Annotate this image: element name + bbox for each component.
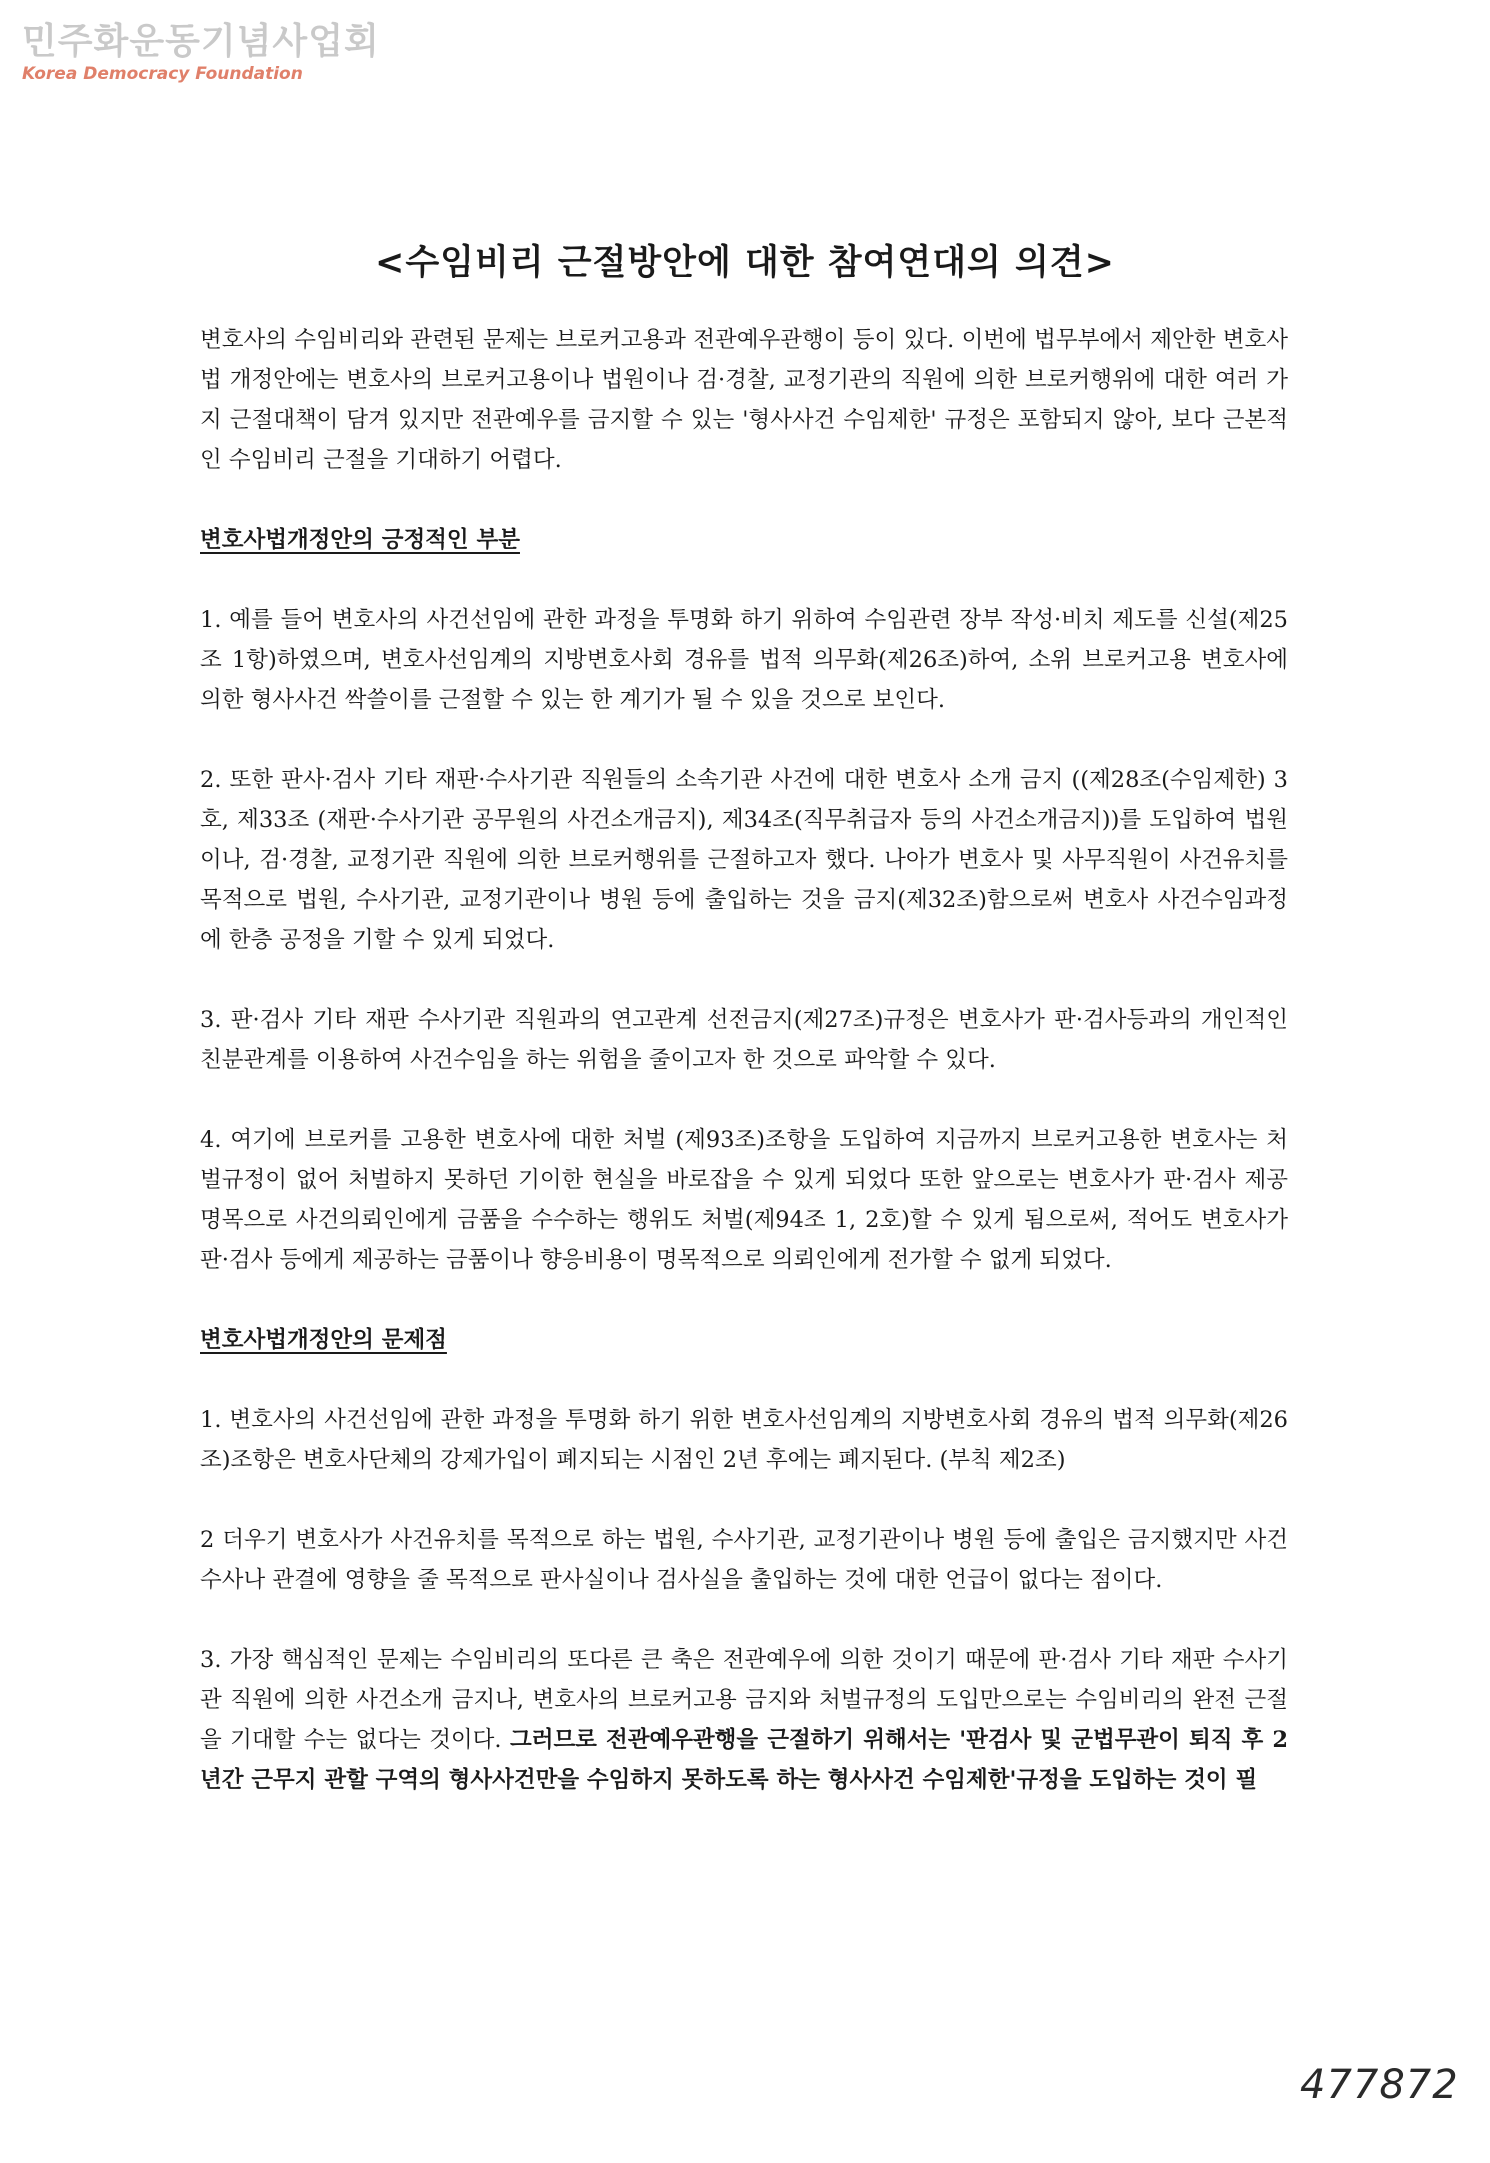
watermark-korean: 민주화운동기념사업회: [22, 21, 380, 62]
section-heading-problems: 변호사법개정안의 문제점: [200, 1327, 447, 1353]
document-body: [200, 320, 1288, 1800]
document-title: <수임비리 근절방안에 대한 참여연대의 의견>: [375, 243, 1115, 283]
section-heading-positive: 변호사법개정안의 긍정적인 부분: [200, 527, 520, 553]
intro-paragraph: 변호사의 수임비리와 관련된 문제는 브로커고용과 전관예우관행이 등이 있다. 이번에 법무부에서 제안한 변호사법 개정안에는 변호사의 브로커고용이나 법원이나 검·경찰, 교정기관의 직원에 의한 브로커행위에 대한 여러 가지 근절대책이 담겨 있지만 전관예우를 금지할 수 있는 '형사사건 수임제한' 규정은 포함되지 않아, 보다 근본적인 수임비리 근절을 기대하기 어렵다.: [200, 327, 1288, 473]
positive-item-2: 2. 또한 판사·검사 기타 재판·수사기관 직원들의 소속기관 사건에 대한 변호사 소개 금지 ((제28조(수임제한) 3호, 제33조 (재판·수사기관 공무원의 사건소개금지), 제34조(직무취급자 등의 사건소개금지))를 도입하여 법원이나, 검·경찰, 교정기관 직원에 의한 브로커행위를 근절하고자 했다. 나아가 변호사 및 사무직원이 사건유치를 목적으로 법원, 수사기관, 교정기관이나 병원 등에 출입하는 것을 금지(제32조)함으로써 변호사 사건수임과정에 한층 공정을 기할 수 있게 되었다.: [200, 767, 1288, 953]
handwritten-page-number: 477872: [1300, 2062, 1459, 2108]
problem-item-3-emphasis: 그러므로 전관예우관행을 근절하기 위해서는 '판검사 및 군법무관이 퇴직 후 2년간 근무지 관할 구역의 형사사건만을 수임하지 못하도록 하는 형사사건 수임제한'규정을 도입하는 것이 필: [200, 1727, 1288, 1793]
problem-item-1: 1. 변호사의 사건선임에 관한 과정을 투명화 하기 위한 변호사선임계의 지방변호사회 경유의 법적 의무화(제26조)조항은 변호사단체의 강제가입이 폐지되는 시점인 2년 후에는 폐지된다. (부칙 제2조): [200, 1407, 1288, 1473]
problem-item-3-text: 3. 가장 핵심적인 문제는 수임비리의 또다른 큰 축은 전관예우에 의한 것이기 때문에 판·검사 기타 재판 수사기관 직원에 의한 사건소개 금지나, 변호사의 브로커고용 금지와 처벌규정의 도입만으로는 수임비리의 완전 근절을 기대할 수는 없다는 것이다.: [200, 1647, 1288, 1753]
problem-item-2: 2 더우기 변호사가 사건유치를 목적으로 하는 법원, 수사기관, 교정기관이나 병원 등에 출입은 금지했지만 사건 수사나 관결에 영향을 줄 목적으로 판사실이나 검사실을 출입하는 것에 대한 언급이 없다는 점이다.: [200, 1527, 1288, 1593]
problem-item-3: [200, 1640, 1288, 1800]
positive-item-1: 1. 예를 들어 변호사의 사건선임에 관한 과정을 투명화 하기 위하여 수임관련 장부 작성·비치 제도를 신설(제25조 1항)하였으며, 변호사선임계의 지방변호사회 경유를 법적 의무화(제26조)하여, 소위 브로커고용 변호사에 의한 형사사건 싹쓸이를 근절할 수 있는 한 계기가 될 수 있을 것으로 보인다.: [200, 607, 1288, 713]
watermark-english: Korea Democracy Foundation: [22, 64, 303, 84]
watermark-logo: [22, 22, 380, 84]
positive-item-4: 4. 여기에 브로커를 고용한 변호사에 대한 처벌 (제93조)조항을 도입하여 지금까지 브로커고용한 변호사는 처벌규정이 없어 처벌하지 못하던 기이한 현실을 바로잡을 수 있게 되었다 또한 앞으로는 변호사가 판·검사 제공 명목으로 사건의뢰인에게 금품을 수수하는 행위도 처벌(제94조 1, 2호)할 수 있게 됨으로써, 적어도 변호사가 판·검사 등에게 제공하는 금품이나 향응비용이 명목적으로 의뢰인에게 전가할 수 없게 되었다.: [200, 1127, 1288, 1273]
positive-item-3: 3. 판·검사 기타 재판 수사기관 직원과의 연고관계 선전금지(제27조)규정은 변호사가 판·검사등과의 개인적인 친분관계를 이용하여 사건수임을 하는 위험을 줄이고자 한 것으로 파악할 수 있다.: [200, 1007, 1288, 1073]
